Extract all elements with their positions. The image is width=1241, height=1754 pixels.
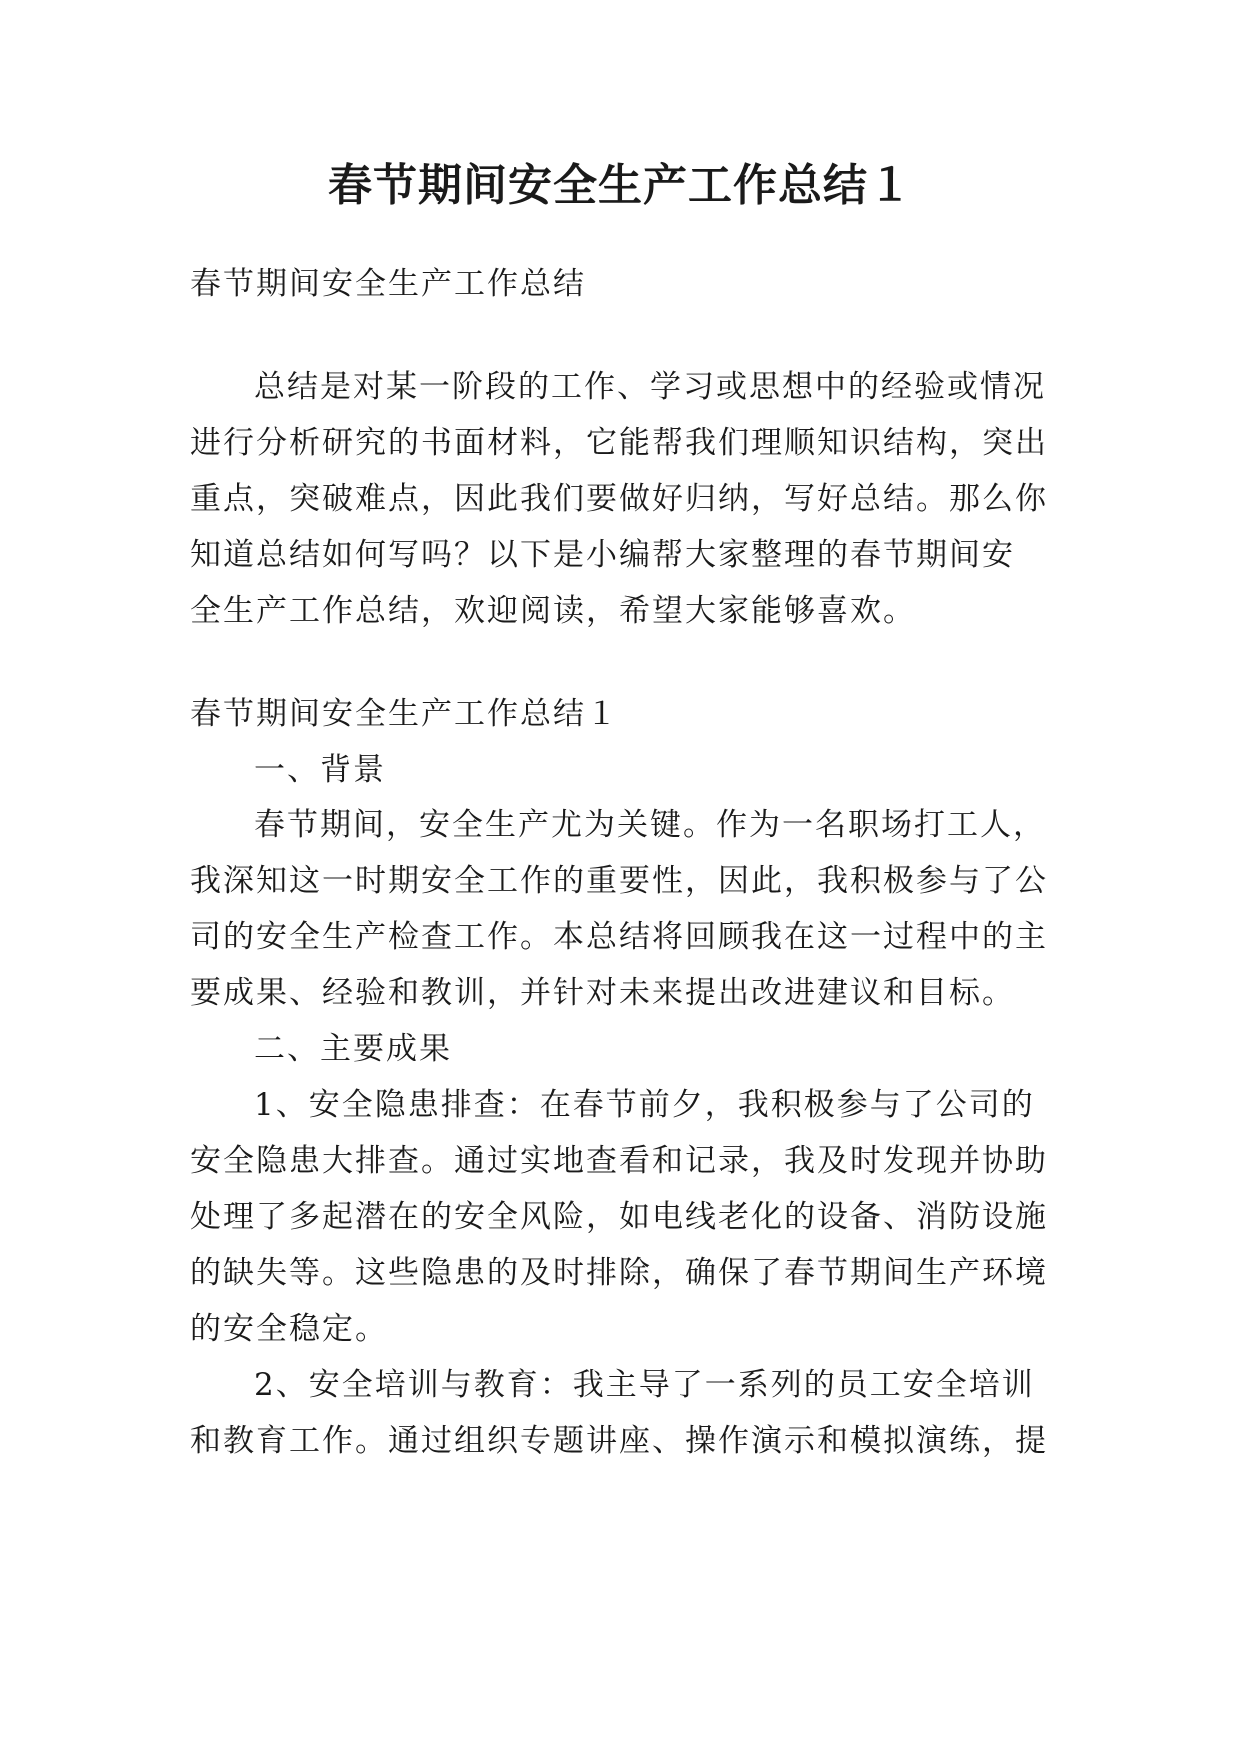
body-line: 司的安全生产检查工作。本总结将回顾我在这一过程中的主 xyxy=(190,919,1048,955)
section-title: 春节期间安全生产工作总结１ xyxy=(190,696,619,732)
subtitle-line: 春节期间安全生产工作总结 xyxy=(190,266,586,302)
body-line: 要成果、经验和教训，并针对未来提出改进建议和目标。 xyxy=(190,975,1015,1011)
body-line: 春节期间，安全生产尤为关键。作为一名职场打工人， xyxy=(254,807,1046,843)
body-line: 处理了多起潜在的安全风险，如电线老化的设备、消防设施 xyxy=(190,1199,1048,1235)
body-line: 和教育工作。通过组织专题讲座、操作演示和模拟演练，提 xyxy=(190,1423,1048,1459)
body-line: 的缺失等。这些隐患的及时排除，确保了春节期间生产环境 xyxy=(190,1255,1048,1291)
intro-line: 知道总结如何写吗？以下是小编帮大家整理的春节期间安 xyxy=(190,537,1015,573)
intro-line: 进行分析研究的书面材料，它能帮我们理顺知识结构，突出 xyxy=(190,425,1048,461)
intro-line: 全生产工作总结，欢迎阅读，希望大家能够喜欢。 xyxy=(190,593,916,629)
body-line: 安全隐患大排查。通过实地查看和记录，我及时发现并协助 xyxy=(190,1143,1048,1179)
body-line: 1、安全隐患排查：在春节前夕，我积极参与了公司的 xyxy=(254,1087,1035,1123)
body-line: 2、安全培训与教育：我主导了一系列的员工安全培训 xyxy=(254,1367,1035,1403)
body-line: 我深知这一时期安全工作的重要性，因此，我积极参与了公 xyxy=(190,863,1048,899)
body-line: 的安全稳定。 xyxy=(190,1311,388,1347)
intro-line: 重点，突破难点，因此我们要做好归纳，写好总结。那么你 xyxy=(190,481,1048,517)
heading-main-results: 二、主要成果 xyxy=(254,1031,452,1067)
intro-line: 总结是对某一阶段的工作、学习或思想中的经验或情况 xyxy=(254,369,1046,405)
heading-background: 一、背景 xyxy=(254,752,386,788)
document-title: 春节期间安全生产工作总结１ xyxy=(328,160,913,211)
